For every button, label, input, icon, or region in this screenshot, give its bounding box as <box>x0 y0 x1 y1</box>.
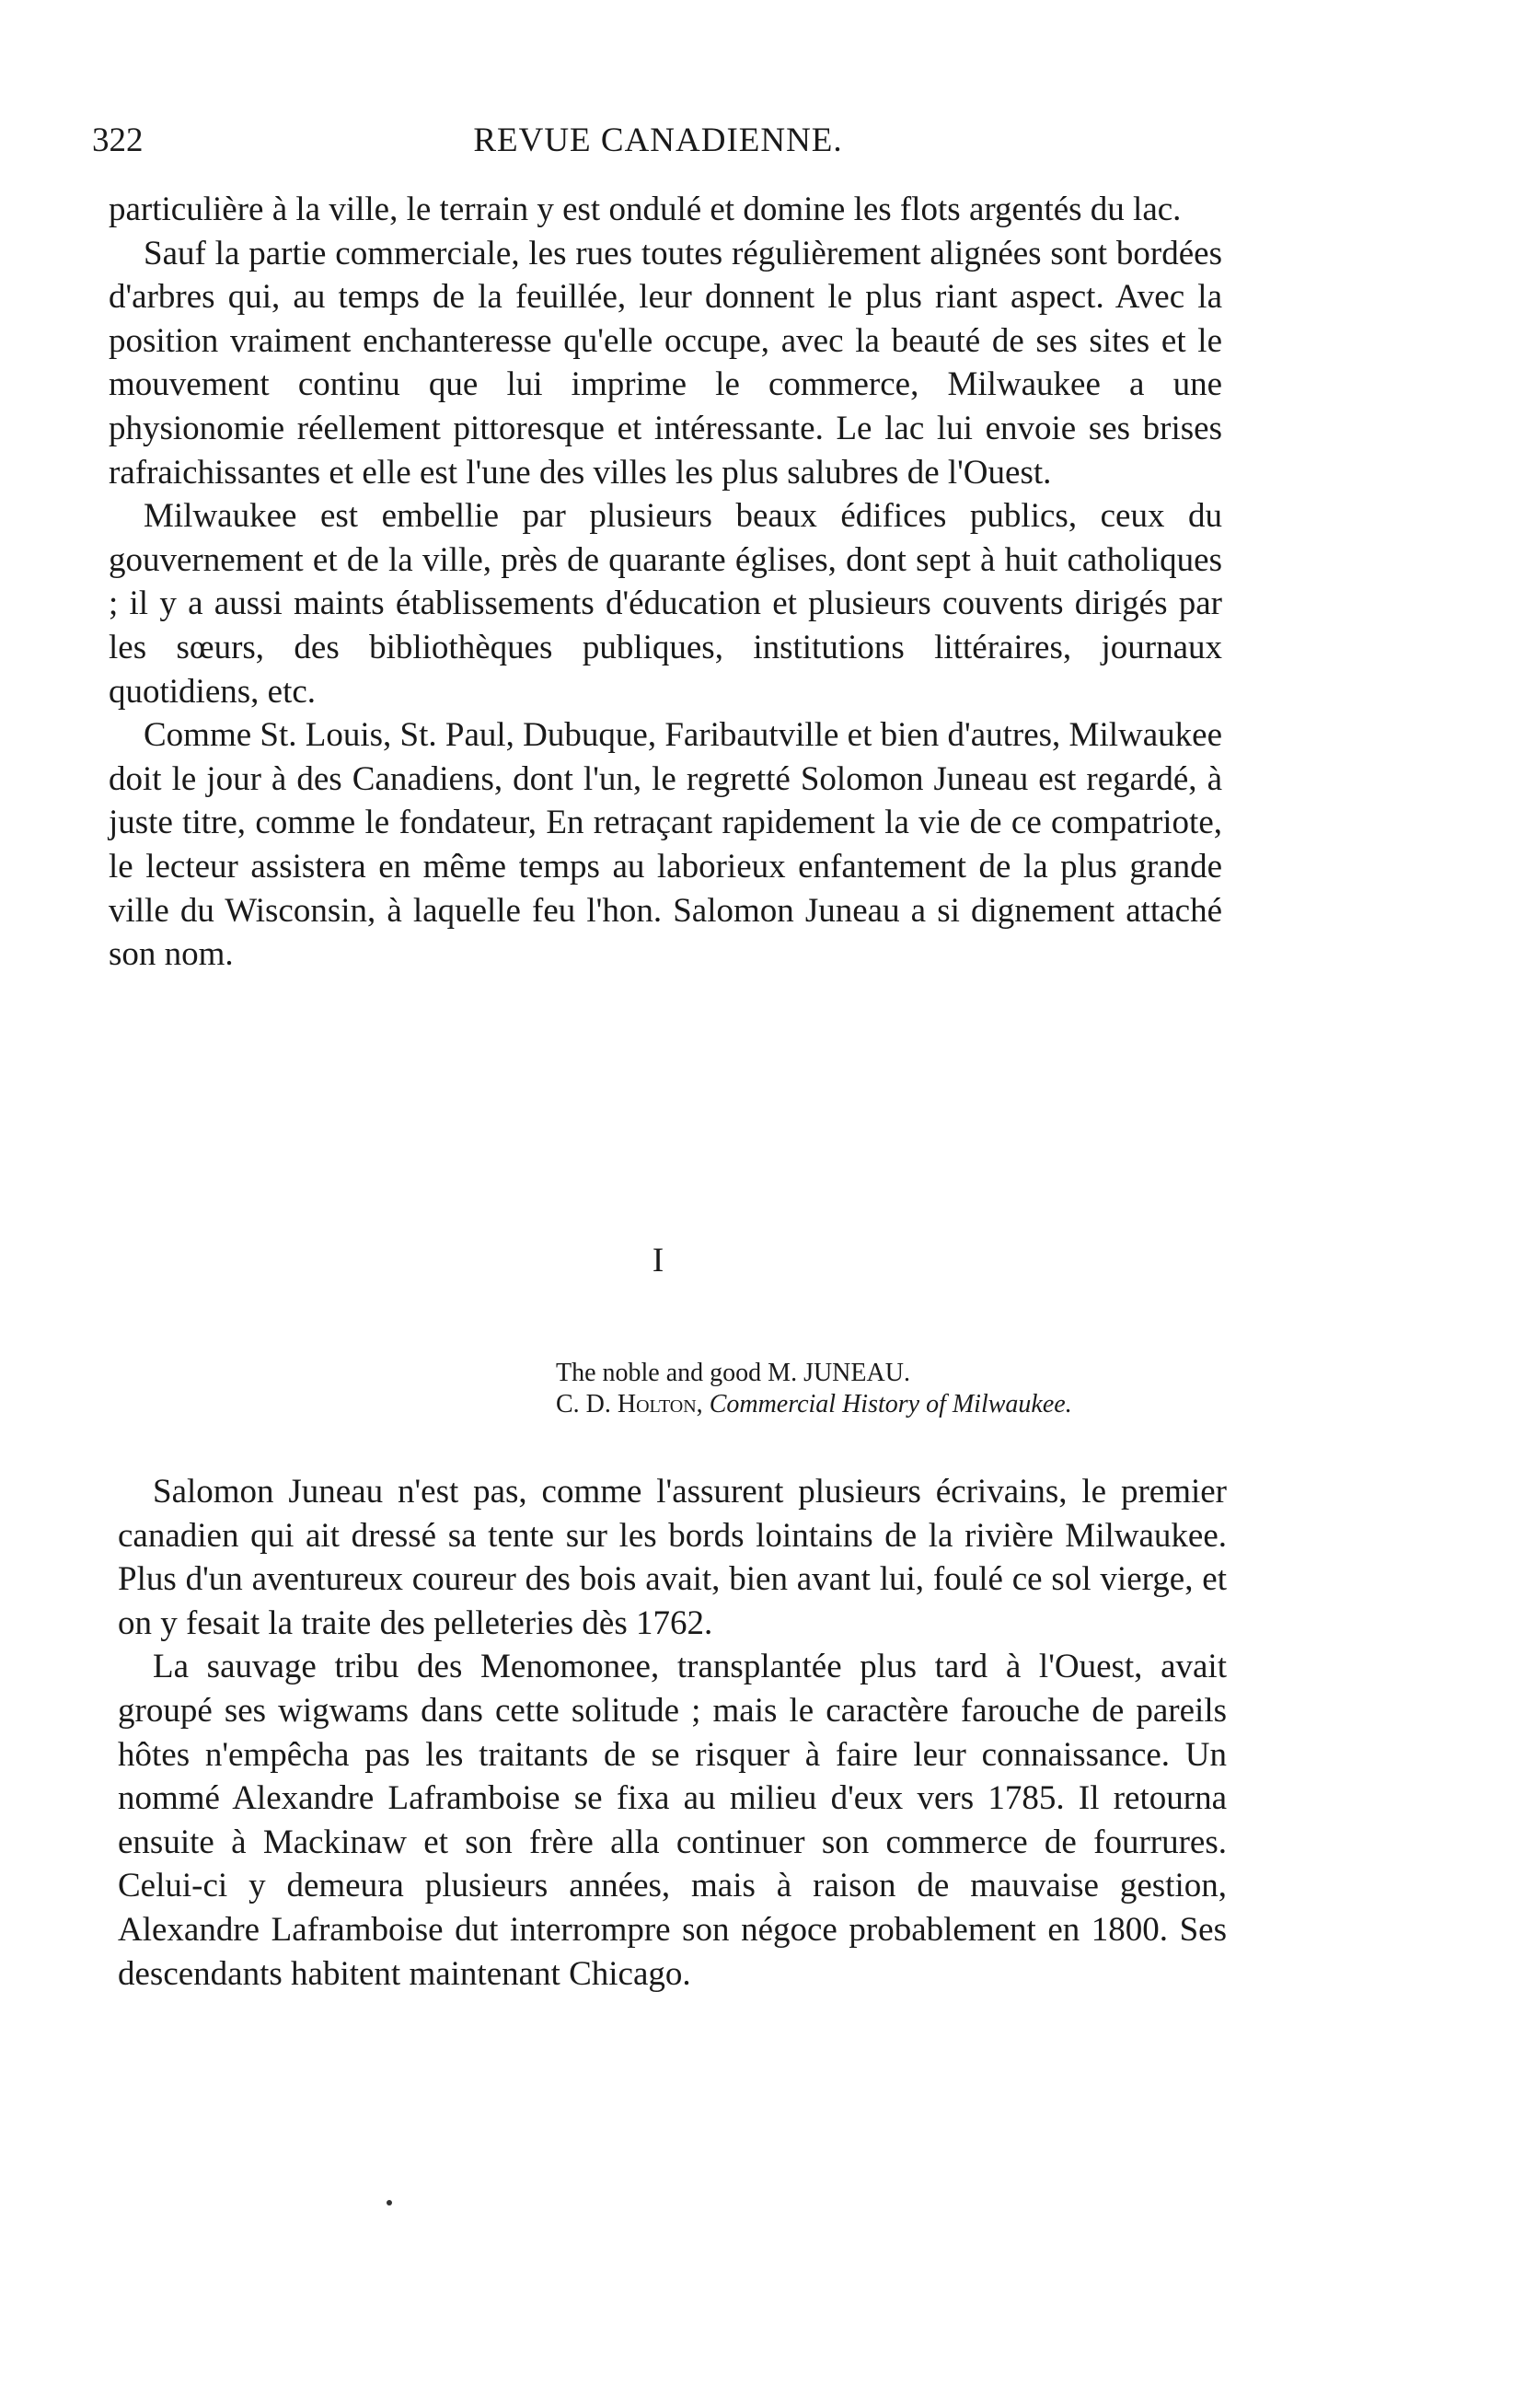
epigraph-source <box>556 1389 1237 1420</box>
epigraph-quote: The noble and good M. JUNEAU. <box>556 1359 910 1387</box>
epigraph-author: C. D. Holton, <box>556 1390 703 1418</box>
running-header <box>92 118 1224 164</box>
running-title: REVUE CANADIENNE. <box>473 122 843 159</box>
paragraph: particulière à la ville, le terrain y est ondulé et domine les flots argentés du lac. <box>109 191 1182 228</box>
paragraph: La sauvage tribu des Menomonee, transplantée plus tard à l'Ouest, avait groupé ses wigwams dans cette solitude ; mais le caractère farouche de pareils hôtes n'empêcha pas les traitants de se risquer à faire leur connaissance. Un nommé Alexandre Laframboise se fixa au milieu d'eux vers 1785. Il retourna ensuite à Mackinaw et son frère alla continuer son commerce de fourrures. Celui-ci y demeura plusieurs années, mais à raison de mauvaise gestion, Alexandre Laframboise dut interrompre son négoce probablement en 1800. Ses descendants habitent maintenant Chicago. <box>118 1648 1227 1993</box>
print-speck <box>387 2200 392 2205</box>
section-one-text <box>109 188 1222 977</box>
page-number: 322 <box>92 122 144 159</box>
paragraph: Salomon Juneau n'est pas, comme l'assurent plusieurs écrivains, le premier canadien qui ait dressé sa tente sur les bords lointains de la rivière Milwaukee. Plus d'un aventureux coureur des bois avait, bien avant lui, foulé ce sol vierge, et on y fesait la traite des pelleteries dès 1762. <box>118 1473 1227 1642</box>
paragraph: Sauf la partie commerciale, les rues toutes régulièrement alignées sont bordées d'arbres qui, au temps de la feuillée, leur donnent le plus riant aspect. Avec la position vraiment enchanteresse qu'elle occupe, avec la beauté de ses sites et le mouvement continu que lui imprime le commerce, Milwaukee a une physionomie réellement pittoresque et intéressante. Le lac lui envoie ses brises rafraichissantes et elle est l'une des villes les plus salubres de l'Ouest. <box>109 234 1222 492</box>
epigraph-work: Commercial History of Milwaukee. <box>709 1390 1072 1418</box>
section-heading: I <box>652 1242 664 1279</box>
epigraph <box>556 1358 1237 1420</box>
paragraph: Comme St. Louis, St. Paul, Dubuque, Faribautville et bien d'autres, Milwaukee doit le jour à des Canadiens, dont l'un, le regretté Solomon Juneau est regardé, à juste titre, comme le fondateur, En retraçant rapidement la vie de ce compatriote, le lecteur assistera en même temps au laborieux enfantement de la plus grande ville du Wisconsin, à laquelle feu l'hon. Salomon Juneau a si dignement attaché son nom. <box>109 716 1223 974</box>
paragraph: Milwaukee est embellie par plusieurs beaux édifices publics, ceux du gouvernement et de la ville, près de quarante églises, dont sept à huit catholiques ; il y a aussi maints établissements d'éducation et plusieurs couvents dirigés par les sœurs, des bibliothèques publiques, institutions littéraires, journaux quotidiens, etc. <box>109 497 1222 711</box>
section-two-text <box>118 1470 1227 1996</box>
